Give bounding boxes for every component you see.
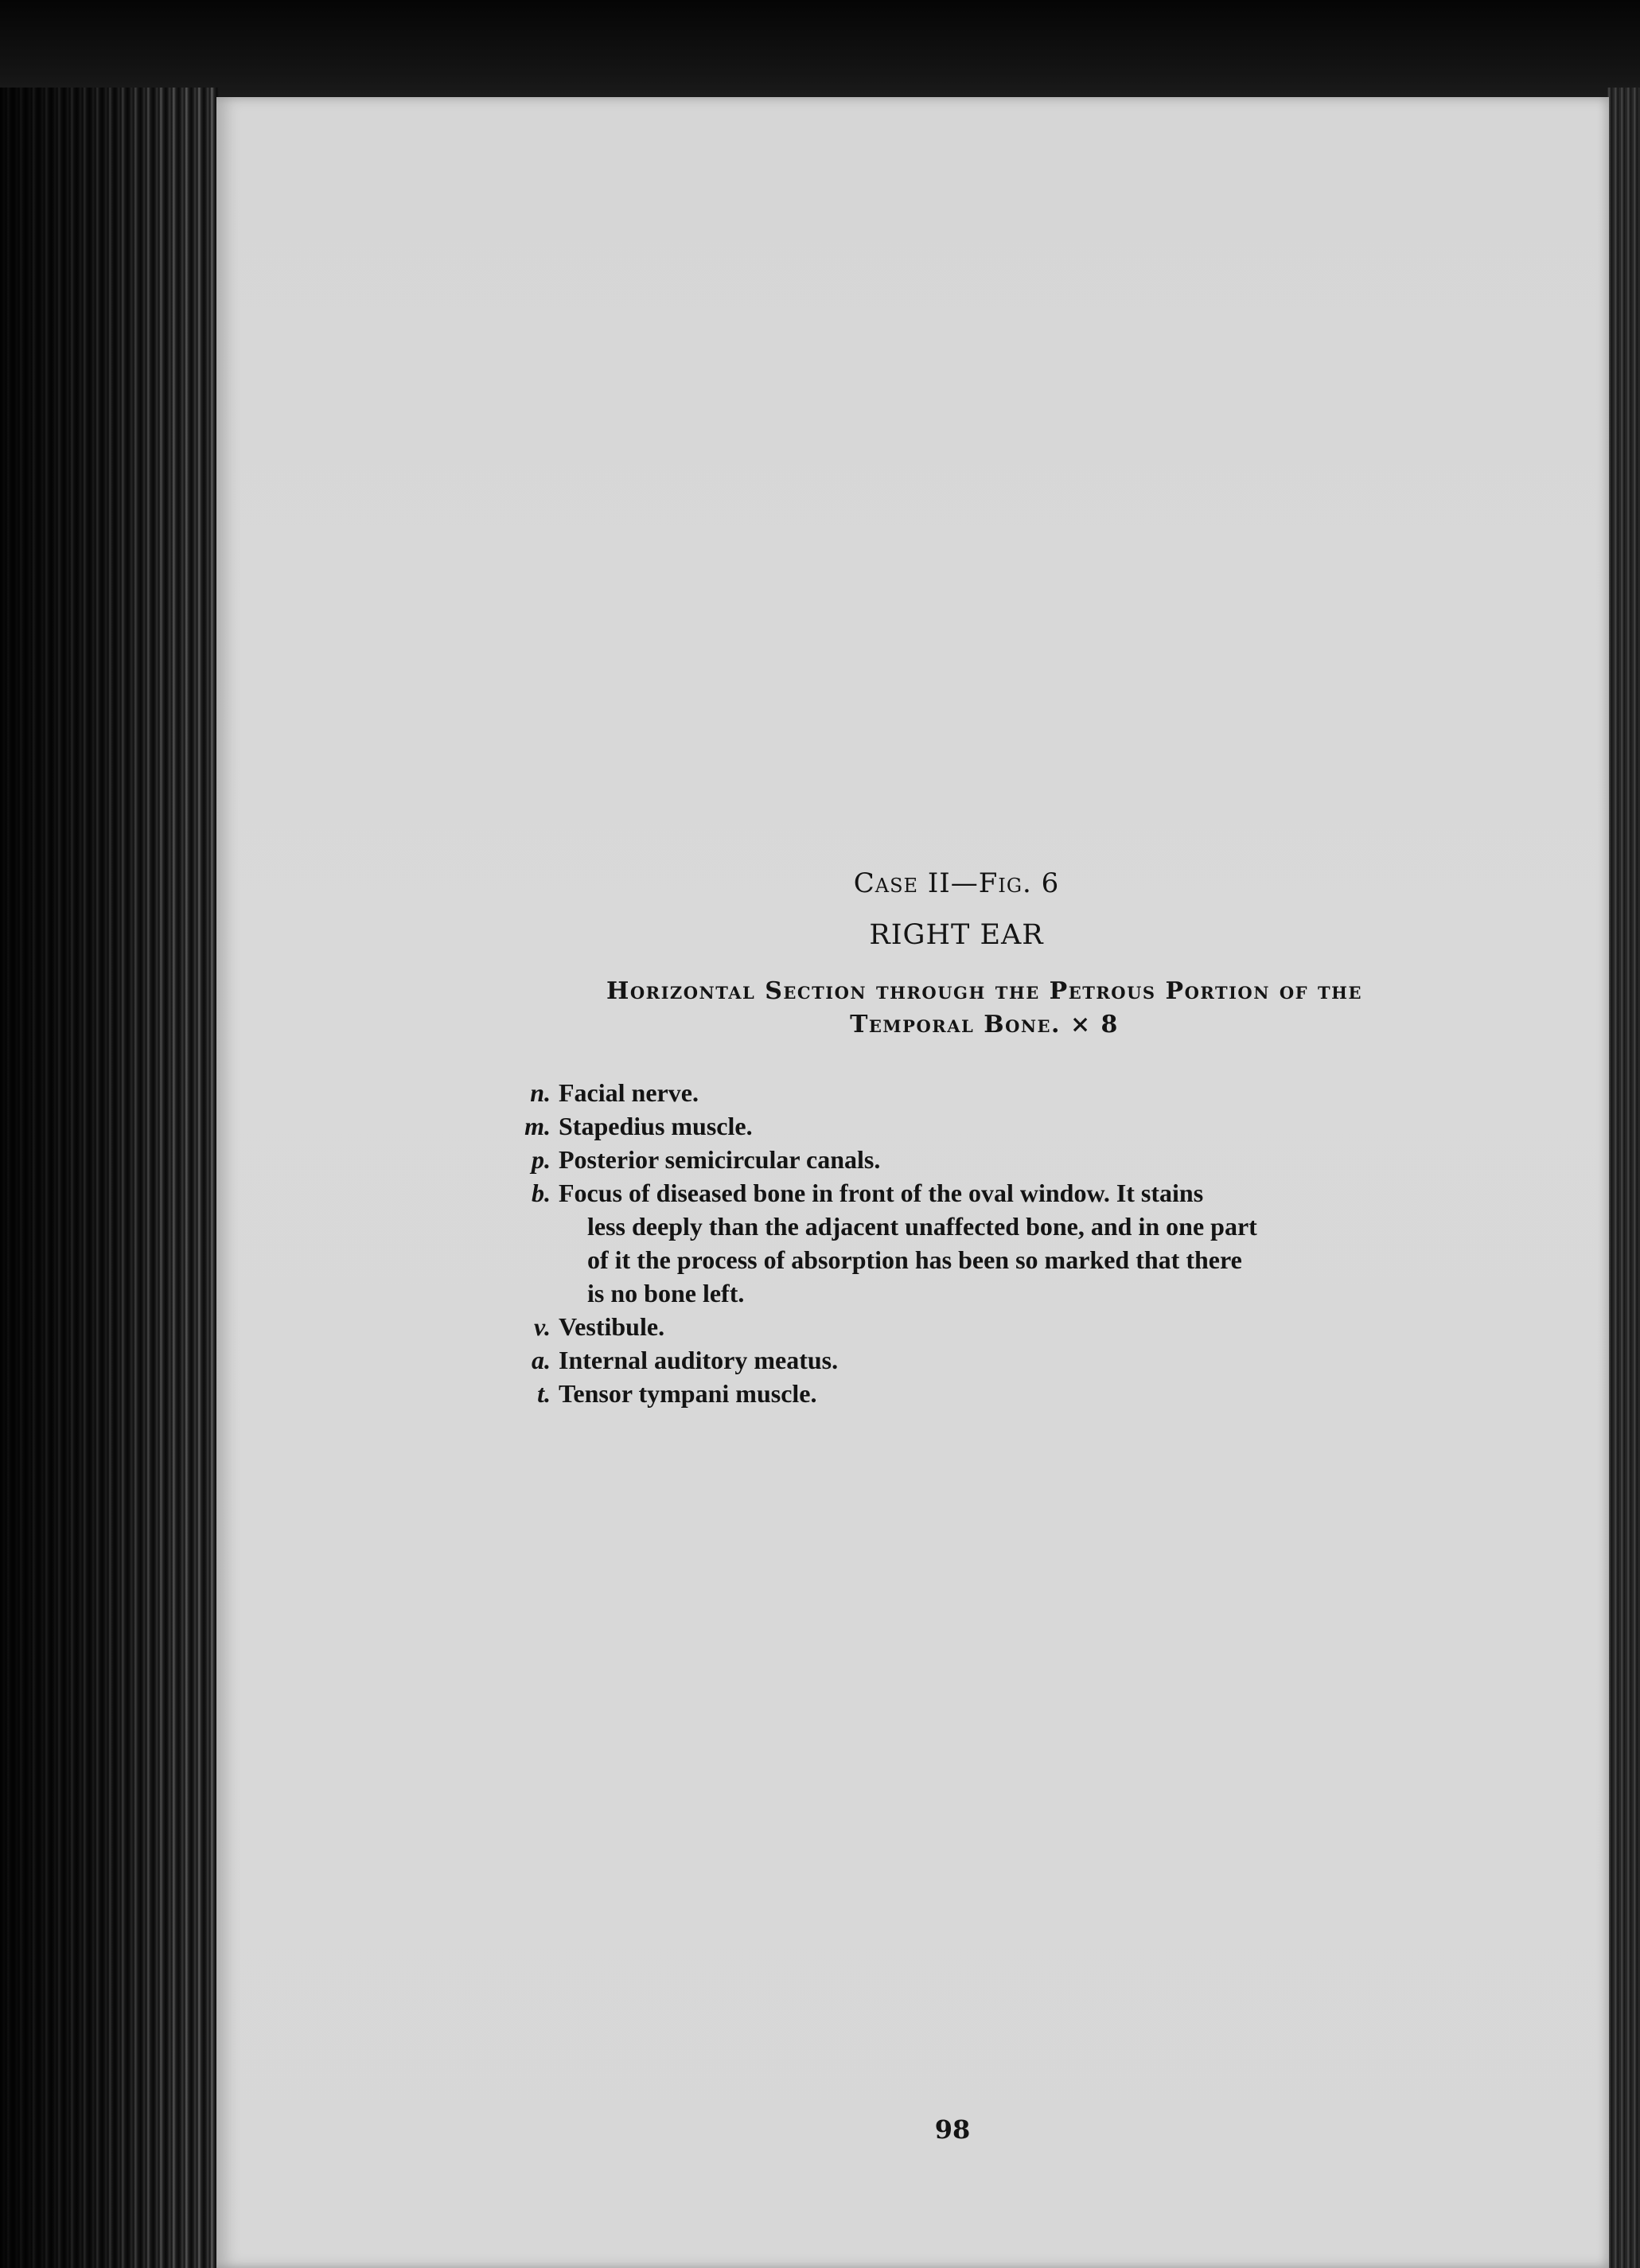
legend-text: Posterior semicircular canals. — [559, 1145, 881, 1174]
legend-item-t — [479, 1377, 1434, 1410]
legend-item-v — [479, 1310, 1434, 1343]
legend-key: p. — [532, 1145, 551, 1174]
legend-text: Stapedius muscle. — [559, 1112, 753, 1140]
ear-heading: RIGHT EAR — [869, 919, 1044, 951]
legend-text: Internal auditory meatus. — [559, 1346, 839, 1374]
legend-text: Focus of diseased bone in front of the oval window. It stains — [559, 1179, 1204, 1207]
book-page — [216, 97, 1609, 2268]
figure-legend — [479, 1076, 1434, 1410]
figure-caption-line-2: Temporal Bone. × 8 — [850, 1011, 1119, 1039]
figure-caption-line-1: Horizontal Section through the Petrous Portion of the — [606, 977, 1362, 1005]
scan-top-border — [0, 0, 1640, 103]
legend-key: b. — [532, 1179, 551, 1207]
legend-item-p — [479, 1143, 1434, 1176]
page-number: 98 — [934, 2114, 971, 2145]
legend-item-m — [479, 1109, 1434, 1143]
legend-item-n — [479, 1076, 1434, 1109]
legend-key: v. — [533, 1312, 551, 1341]
legend-text: Vestibule. — [559, 1312, 665, 1341]
case-figure-title: Case II—Fig. 6 — [853, 867, 1060, 899]
book-fore-edge-shadow — [0, 88, 219, 2268]
legend-text-continued: of it the process of absorption has been so marked that there — [587, 1245, 1242, 1274]
legend-key: m. — [524, 1112, 551, 1140]
legend-text: Tensor tympani muscle. — [559, 1379, 817, 1408]
legend-text: Facial nerve. — [559, 1078, 699, 1107]
figure-caption — [527, 975, 1442, 1042]
scan-right-border — [1607, 88, 1640, 2268]
legend-text-continued: less deeply than the adjacent unaffected bone, and in one part — [587, 1212, 1257, 1241]
legend-item-a — [479, 1343, 1434, 1377]
legend-key: n. — [530, 1078, 551, 1107]
legend-key: t. — [537, 1379, 551, 1408]
legend-key: a. — [532, 1346, 551, 1374]
legend-item-b — [479, 1176, 1434, 1310]
legend-text-continued: is no bone left. — [587, 1279, 745, 1307]
page-content — [216, 97, 1609, 2268]
